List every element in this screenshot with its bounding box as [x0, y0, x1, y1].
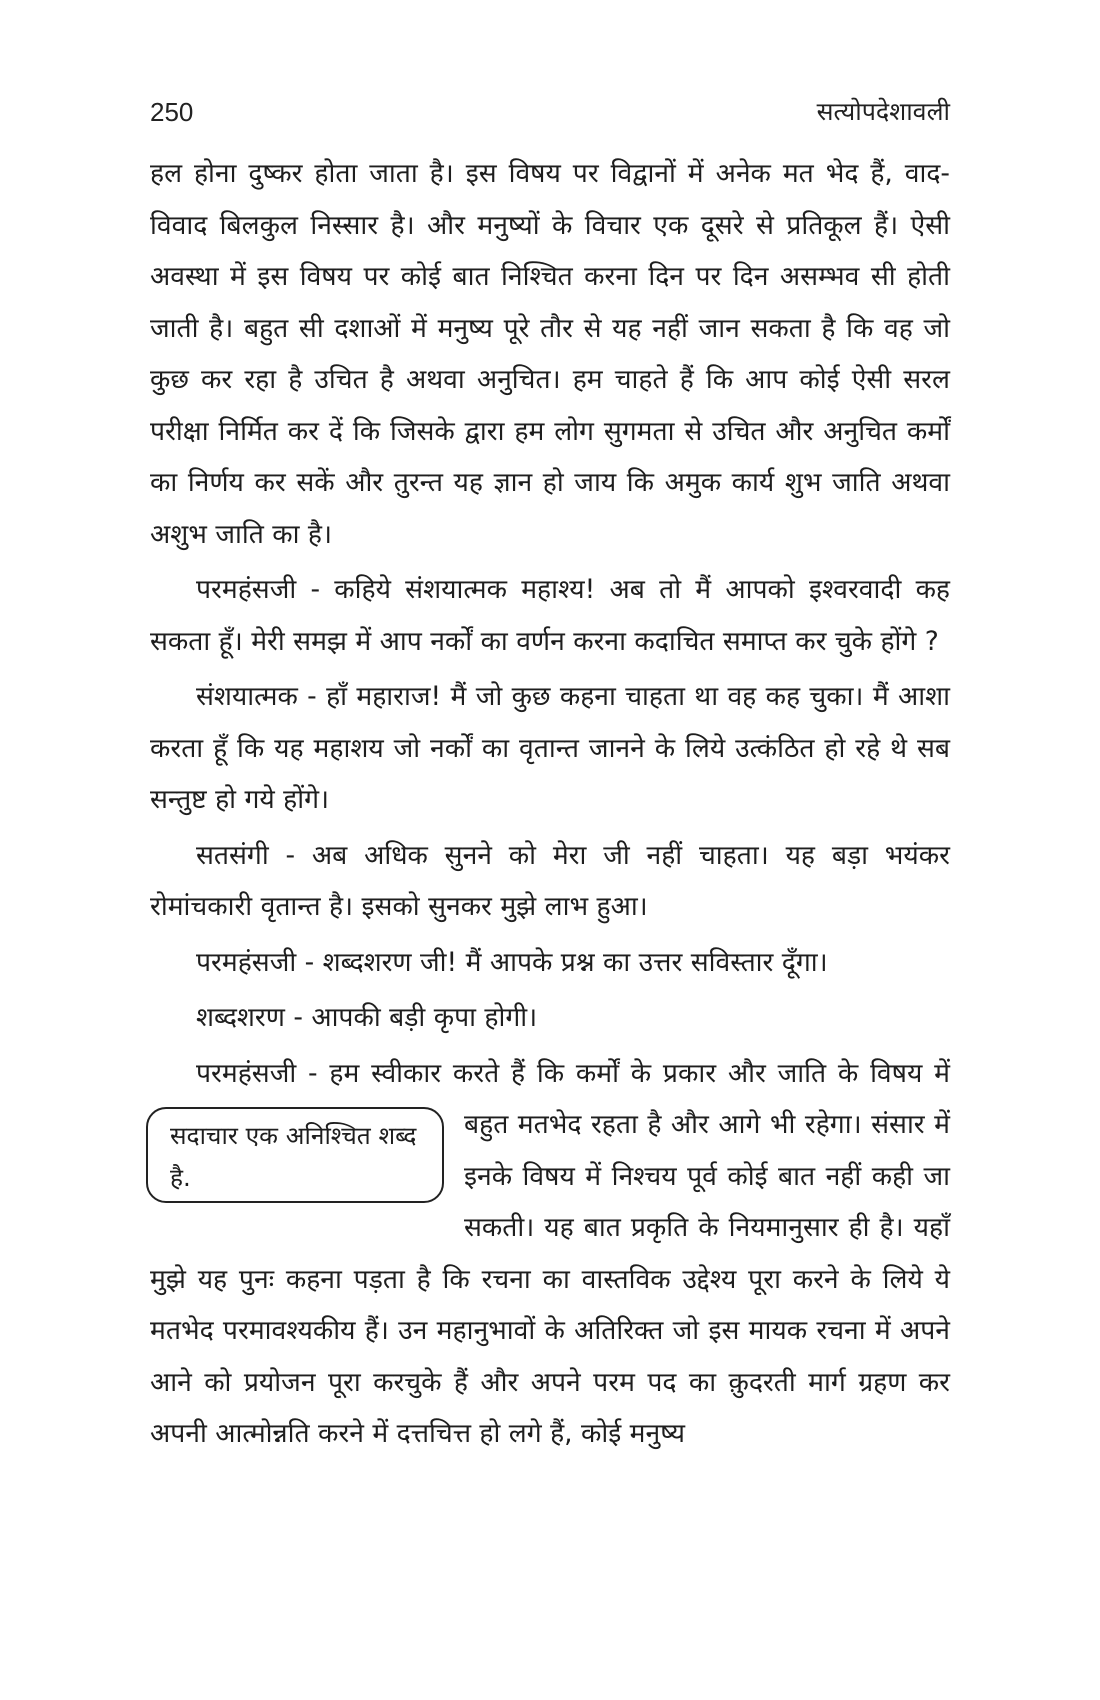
paragraph-sanshayatmak: संशयात्मक - हाँ महाराज! मैं जो कुछ कहना चाहता था वह कह चुका। मैं आशा करता हूँ कि यह महाशय जो नर्कों का वृतान्त जानने के लिये उत्कंठित हो रहे थे सब सन्तुष्ट हो गये होंगे। — [150, 681, 950, 815]
running-title: सत्योपदेशावली — [816, 97, 950, 126]
paragraph-paramhansji-3 — [150, 1048, 950, 1460]
paragraph-continuation: विषय में बहुत मतभेद रहता है और आगे भी रहेगा। संसार में इनके विषय में निश्चय पूर्व कोई बात नहीं कही जा सकती। यह बात प्रकृति के नियमानुसार ही है। यहाँ मुझे यह पुनः कहना पड़ता है कि रचना का वास्तविक उद्देश्य पूरा करने के लिये ये मतभेद परमावश्यकीय हैं। उन महानुभावों के अतिरिक्त जो इस मायक रचना में अपने आने को प्रयोजन पूरा करचुके हैं और अपने परम पद का क़ुदरती मार्ग ग्रहण कर अपनी आत्मोन्नति करने में दत्तचित्त हो लगे हैं, कोई मनुष्य — [150, 1057, 950, 1449]
paragraph-first-line: परमहंसजी - हम स्वीकार करते हैं कि कर्मों के प्रकार और जाति के — [196, 1057, 859, 1089]
margin-note-box: सदाचार एक अनिश्चित शब्द है. — [146, 1107, 444, 1203]
paragraph-paramhansji-1: परमहंसजी - कहिये संशयात्मक महाश्य! अब तो मैं आपको इश्वरवादी कह सकता हूँ। मेरी समझ में आप नर्कों का वर्णन करना कदाचित समाप्त कर चुके होंगे ? — [150, 574, 950, 657]
page-header — [150, 92, 950, 132]
paragraph-continued: हल होना दुष्कर होता जाता है। इस विषय पर विद्वानों में अनेक मत भेद हैं, वाद-विवाद बिलकुल निस्सार है। और मनुष्यों के विचार एक दूसरे से प्रतिकूल हैं। ऐसी अवस्था में इस विषय पर कोई बात निश्चित करना दिन पर दिन असम्भव सी होती जाती है। बहुत सी दशाओं में मनुष्य पूरे तौर से यह नहीं जान सकता है कि वह जो कुछ कर रहा है उचित है अथवा अनुचित। हम चाहते हैं कि आप कोई ऐसी सरल परीक्षा निर्मित कर दें कि जिसके द्वारा हम लोग सुगमता से उचित और अनुचित कर्मों का निर्णय कर सकें और तुरन्त यह ज्ञान हो जाय कि अमुक कार्य शुभ जाति अथवा अशुभ जाति का है। — [150, 158, 950, 550]
paragraph-paramhansji-2: परमहंसजी - शब्दशरण जी! मैं आपके प्रश्न का उत्तर सविस्तार दूँगा। — [196, 946, 828, 978]
paragraph-shabdsharan: शब्दशरण - आपकी बड़ी कृपा होगी। — [196, 1002, 538, 1033]
paragraph-satsangi: सतसंगी - अब अधिक सुनने को मेरा जी नहीं चाहता। यह बड़ा भयंकर रोमांचकारी वृतान्त है। इसको सुनकर मुझे लाभ हुआ। — [150, 839, 950, 922]
page-number: 250 — [150, 97, 194, 127]
page-body — [150, 148, 950, 1464]
